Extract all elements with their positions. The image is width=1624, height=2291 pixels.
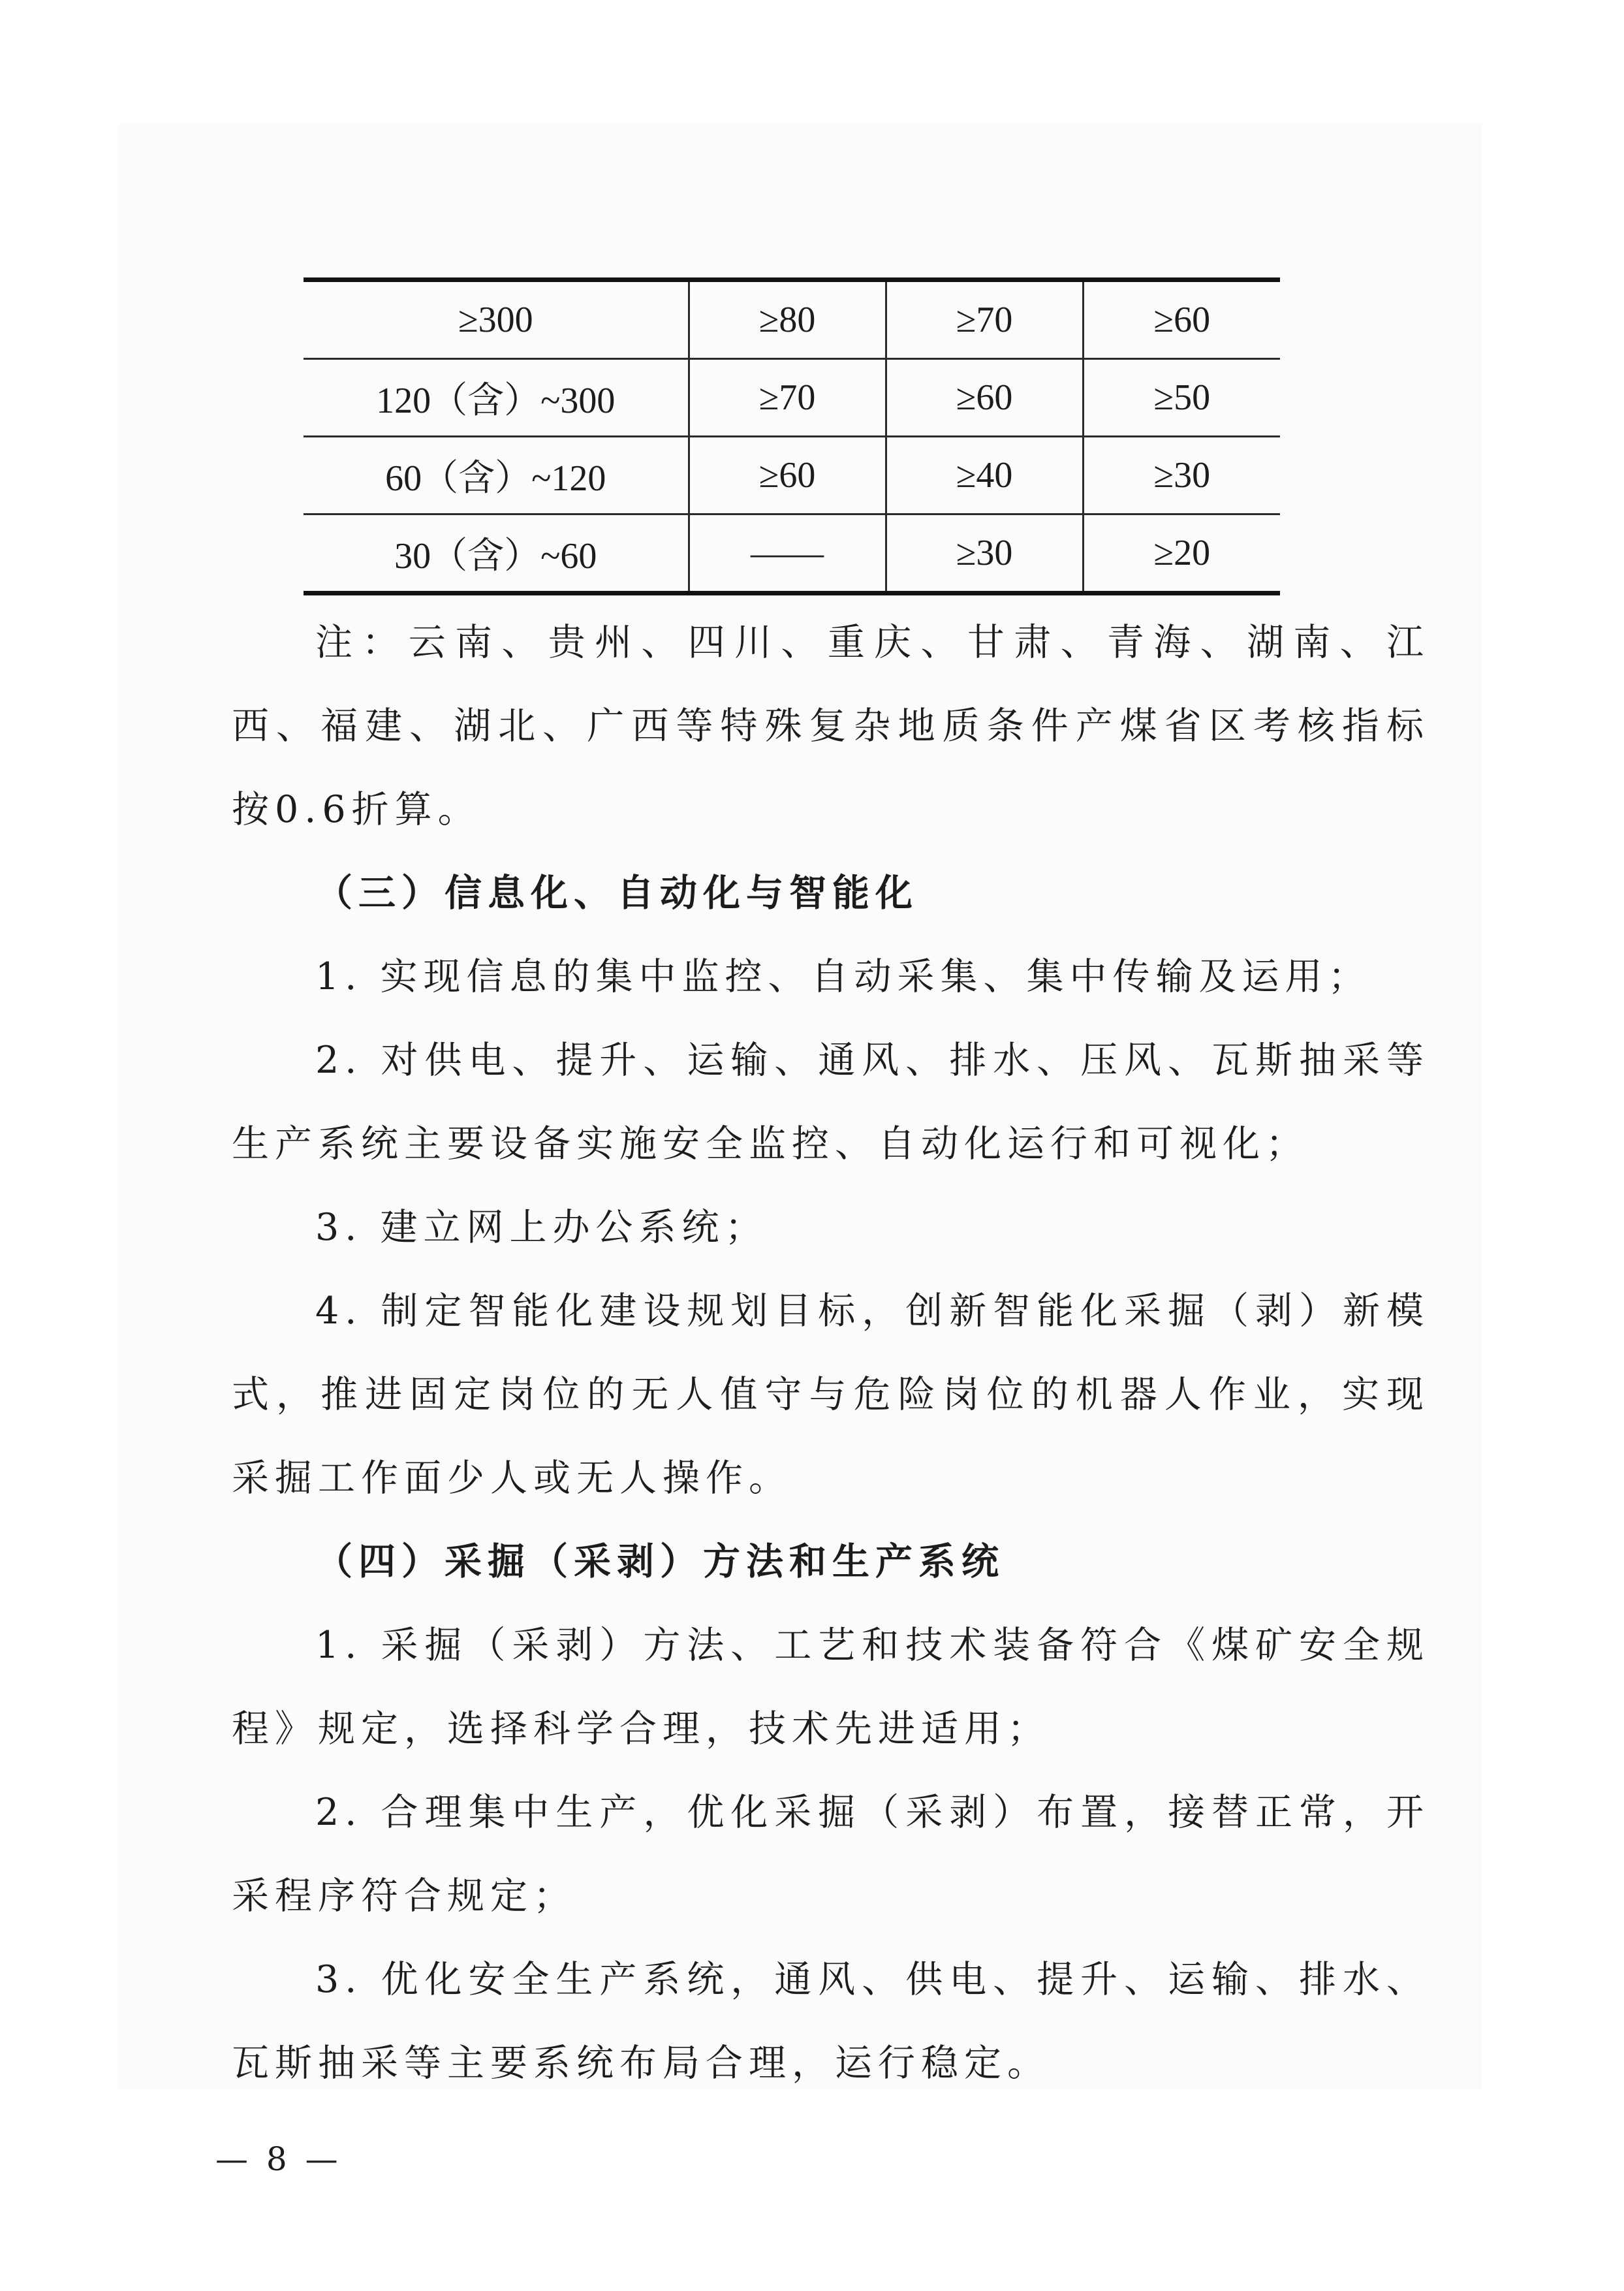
table-row: [304, 514, 1280, 593]
list-item: 1. 实现信息的集中监控、自动采集、集中传输及运用；: [315, 955, 1371, 998]
page-number: — 8 —: [215, 2140, 342, 2178]
list-item: 4. 制定智能化建设规划目标，创新智能化采掘（剥）新模式，推进固定岗位的无人值守与危险岗位的机器人作业，实现采掘工作面少人或无人操作。: [232, 1289, 1429, 1500]
list-item: 2. 对供电、提升、运输、通风、排水、压风、瓦斯抽采等生产系统主要设备实施安全监控、自动化运行和可视化；: [232, 1039, 1429, 1165]
list-item: 2. 合理集中生产，优化采掘（采剥）布置，接替正常，开采程序符合规定；: [232, 1791, 1429, 1918]
table-row: [304, 359, 1280, 437]
table-cell: 60（含）~120: [304, 437, 689, 514]
table-cell: ——: [689, 514, 886, 593]
assessment-table: [304, 277, 1280, 595]
table-cell: ≥60: [886, 359, 1083, 437]
list-item: 1. 采掘（采剥）方法、工艺和技术装备符合《煤矿安全规程》规定，选择科学合理，技术先进适用；: [232, 1624, 1429, 1750]
table-row: [304, 280, 1280, 359]
table-cell: ≥40: [886, 437, 1083, 514]
document-body: [232, 601, 1429, 2105]
table-cell: ≥80: [689, 280, 886, 359]
table-cell: 30（含）~60: [304, 514, 689, 593]
list-item: 3. 建立网上办公系统；: [315, 1206, 768, 1249]
table-row: [304, 437, 1280, 514]
table-cell: ≥30: [1083, 437, 1280, 514]
section-heading-4: （四）采掘（采剥）方法和生产系统: [315, 1540, 1005, 1583]
table-cell: ≥300: [304, 280, 689, 359]
table-cell: ≥30: [886, 514, 1083, 593]
table-cell: 120（含）~300: [304, 359, 689, 437]
table-cell: ≥70: [886, 280, 1083, 359]
section-heading-3: （三）信息化、自动化与智能化: [315, 872, 918, 915]
table-cell: ≥20: [1083, 514, 1280, 593]
table-cell: ≥60: [1083, 280, 1280, 359]
list-item: 3. 优化安全生产系统，通风、供电、提升、运输、排水、瓦斯抽采等主要系统布局合理，运行稳定。: [232, 1958, 1429, 2085]
table-cell: ≥70: [689, 359, 886, 437]
table-note: 注：云南、贵州、四川、重庆、甘肃、青海、湖南、江西、福建、湖北、广西等特殊复杂地质条件产煤省区考核指标按0.6折算。: [232, 621, 1429, 831]
table-cell: ≥50: [1083, 359, 1280, 437]
table-cell: ≥60: [689, 437, 886, 514]
